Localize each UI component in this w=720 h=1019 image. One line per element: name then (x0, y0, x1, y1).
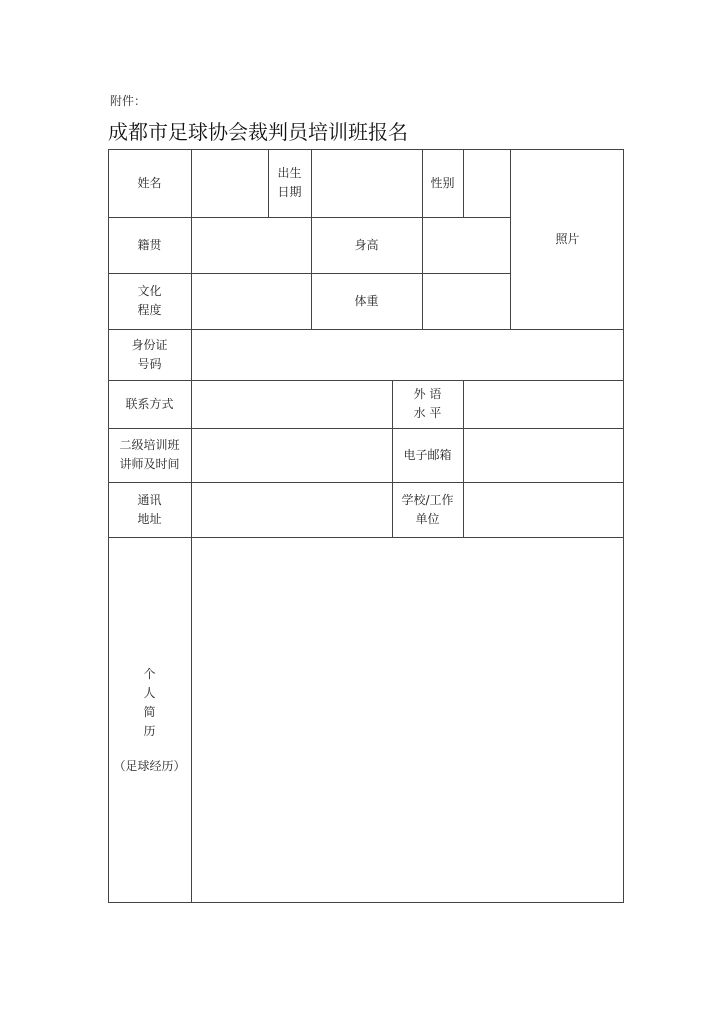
work-unit-label (392, 482, 463, 537)
trainer-label-line2: 讲师及时间 (119, 457, 180, 471)
photo-label: 照片 (555, 231, 580, 246)
language-level-label-line2: 水 平 (413, 406, 442, 420)
language-level-label-line1: 外 语 (413, 387, 442, 401)
trainer-label (108, 428, 191, 482)
birth-date-label-line2: 日期 (277, 185, 302, 199)
birth-date-label-line1: 出生 (277, 166, 302, 180)
email-field[interactable] (464, 429, 624, 482)
resume-label (108, 537, 191, 903)
trainer-label-line1: 二级培训班 (119, 438, 180, 452)
id-number-label-line2: 号码 (137, 356, 162, 371)
name-label-text: 姓名 (137, 175, 162, 190)
height-label-text: 身高 (354, 237, 379, 252)
height-label (311, 217, 422, 273)
education-label (108, 273, 191, 329)
id-number-field[interactable] (192, 330, 624, 380)
gender-label (422, 149, 463, 217)
education-field[interactable] (192, 274, 311, 329)
work-unit-label-line1: 学校/工作 (401, 492, 454, 507)
birth-date-field[interactable] (312, 149, 422, 217)
weight-label (311, 273, 422, 329)
resume-char: 历 (143, 723, 156, 738)
resume-note: （足球经历） (113, 758, 186, 773)
origin-label-text: 籍贯 (137, 237, 162, 252)
registration-form (108, 149, 624, 903)
work-unit-field[interactable] (464, 483, 624, 537)
origin-label (108, 217, 191, 273)
contact-label (108, 380, 191, 428)
education-label-line2: 程度 (137, 303, 162, 317)
education-label-line1: 文化 (137, 284, 162, 298)
name-field[interactable] (192, 149, 268, 217)
id-number-label (108, 329, 191, 380)
contact-label-text: 联系方式 (125, 396, 174, 411)
gender-field[interactable] (464, 149, 510, 217)
attachment-label: 附件： (110, 94, 147, 108)
email-label (392, 428, 463, 482)
photo-box[interactable] (511, 149, 624, 329)
contact-field[interactable] (192, 381, 392, 428)
resume-char: 人 (143, 685, 156, 700)
name-label (108, 149, 191, 217)
origin-field[interactable] (192, 218, 311, 273)
email-label-text: 电子邮箱 (403, 447, 452, 462)
work-unit-label-line2: 单位 (415, 511, 440, 526)
language-level-field[interactable] (464, 381, 624, 428)
birth-date-label (268, 149, 311, 217)
form-title: 成都市足球协会裁判员培训班报名 (108, 120, 408, 144)
address-label (108, 482, 191, 537)
height-field[interactable] (423, 218, 510, 273)
weight-field[interactable] (423, 274, 510, 329)
language-level-label (392, 380, 463, 428)
address-label-line2: 地址 (137, 511, 162, 526)
trainer-field[interactable] (192, 429, 392, 482)
resume-field[interactable] (192, 538, 624, 903)
gender-label-text: 性别 (430, 175, 455, 190)
weight-label-text: 体重 (354, 293, 379, 308)
id-number-label-line1: 身份证 (131, 337, 168, 352)
address-label-line1: 通讯 (137, 492, 162, 507)
address-field[interactable] (192, 483, 392, 537)
resume-char: 简 (143, 704, 156, 719)
resume-char: 个 (143, 666, 156, 681)
